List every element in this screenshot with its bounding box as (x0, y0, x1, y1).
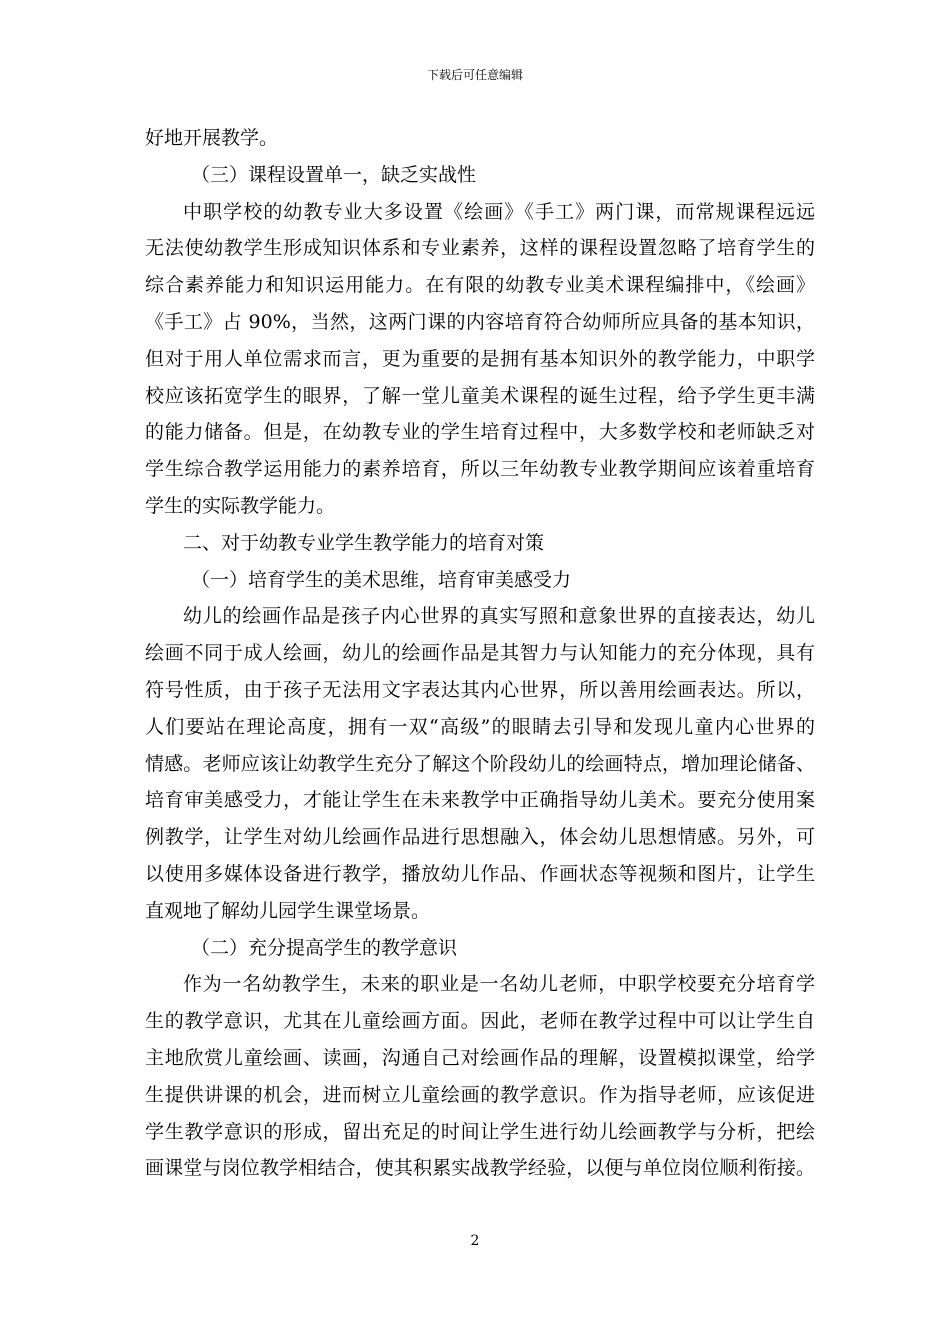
section-heading: （一）培育学生的美术思维，培育审美感受力 (191, 568, 572, 591)
paragraph-line: 培育审美感受力，才能让学生在未来教学中正确指导幼儿美术。要充分使用案 (145, 789, 815, 812)
paragraph-line: 学生综合教学运用能力的素养培育，所以三年幼教专业教学期间应该着重培育 (145, 458, 815, 481)
page-number: 2 (470, 1233, 480, 1249)
paragraph-line: 好地开展教学。 (145, 127, 279, 149)
section-heading: （三）课程设置单一，缺乏实战性 (191, 163, 477, 186)
paragraph-line: 主地欣赏儿童绘画、读画，沟通自己对绘画作品的理解，设置模拟课堂，给学 (145, 1046, 815, 1069)
page-header: 下载后可任意编辑 (426, 68, 523, 82)
paragraph-line: 情感。老师应该让幼教学生充分了解这个阶段幼儿的绘画特点，增加理论储备、 (145, 752, 815, 775)
paragraph-line: 画课堂与岗位教学相结合，使其积累实战教学经验，以便与单位岗位顺利衔接。 (145, 1157, 815, 1180)
paragraph-line: 直观地了解幼儿园学生课堂场景。 (145, 899, 431, 922)
paragraph-line: 中职学校的幼教专业大多设置《绘画》《手工》两门课，而常规课程远远 (183, 200, 815, 223)
section-heading: （二）充分提高学生的教学意识 (191, 936, 458, 959)
paragraph-line: 的能力储备。但是，在幼教专业的学生培育过程中，大多数学校和老师缺乏对 (145, 421, 815, 444)
section-heading: 二、对于幼教专业学生教学能力的培育对策 (183, 531, 545, 554)
paragraph-line: 综合素养能力和知识运用能力。在有限的幼教专业美术课程编排中，《绘画》 (145, 274, 815, 297)
paragraph-line: 人们要站在理论高度，拥有一双“高级”的眼睛去引导和发现儿童内心世界的 (145, 715, 815, 738)
paragraph-line: 绘画不同于成人绘画，幼儿的绘画作品是其智力与认知能力的充分体现，具有 (145, 642, 815, 665)
paragraph-line: 学生的实际教学能力。 (145, 494, 336, 517)
paragraph-line: 例教学，让学生对幼儿绘画作品进行思想融入，体会幼儿思想情感。另外，可 (145, 826, 815, 849)
paragraph-line: 生的教学意识，尤其在儿童绘画方面。因此，老师在教学过程中可以让学生自 (145, 1010, 815, 1033)
paragraph-line: 作为一名幼教学生，未来的职业是一名幼儿老师，中职学校要充分培育学 (183, 973, 815, 996)
paragraph-line: 校应该拓宽学生的眼界，了解一堂儿童美术课程的诞生过程，给予学生更丰满 (145, 384, 815, 407)
paragraph-line: 但对于用人单位需求而言，更为重要的是拥有基本知识外的教学能力，中职学 (145, 347, 815, 370)
paragraph-line: 无法使幼教学生形成知识体系和专业素养，这样的课程设置忽略了培育学生的 (145, 237, 815, 260)
paragraph-line: 《手工》占 90%，当然，这两门课的内容培育符合幼师所应具备的基本知识， (145, 310, 815, 333)
document-body (145, 120, 815, 1187)
paragraph-line: 符号性质，由于孩子无法用文字表达其内心世界，所以善用绘画表达。所以， (145, 678, 815, 701)
paragraph-line: 幼儿的绘画作品是孩子内心世界的真实写照和意象世界的直接表达，幼儿 (183, 605, 815, 628)
paragraph-line: 学生教学意识的形成，留出充足的时间让学生进行幼儿绘画教学与分析，把绘 (145, 1120, 815, 1143)
paragraph-line: 生提供讲课的机会，进而树立儿童绘画的教学意识。作为指导老师，应该促进 (145, 1083, 815, 1106)
paragraph-line: 以使用多媒体设备进行教学，播放幼儿作品、作画状态等视频和图片，让学生 (145, 862, 815, 885)
